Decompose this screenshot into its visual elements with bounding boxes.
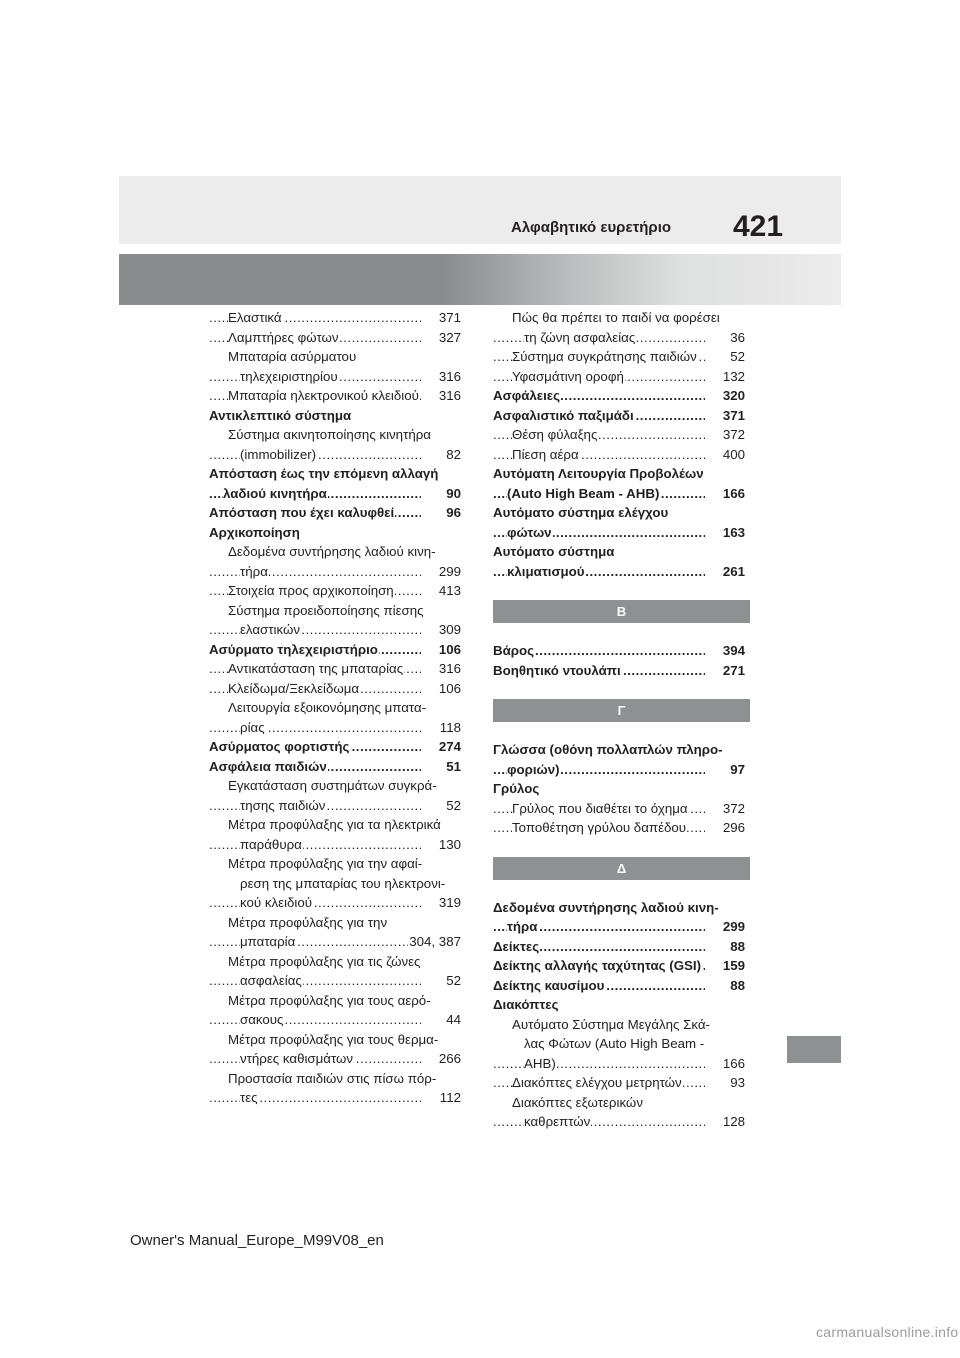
index-entry-text: Σύστημα ακινητοποίησης κινητήρα [228,427,431,442]
index-entry-text: Αυτόματο σύστημα ελέγχου [493,505,669,520]
index-entry-page: 166 [722,1054,745,1074]
index-entry-text: Μέτρα προφύλαξης για την αφαί- [228,856,423,871]
index-entry-text: Αυτόματο Σύστημα Μεγάλης Σκά- [512,1016,710,1032]
index-entry [493,995,745,1015]
index-entry [493,799,745,819]
footer-text: Owner's Manual_Europe_M99V08_en [130,1232,384,1249]
index-entry [493,1112,745,1132]
index-entry-page: 128 [722,1112,745,1132]
index-entry [493,464,745,484]
index-entry-text: Πώς θα πρέπει το παιδί να φορέσει [512,310,720,325]
index-entry-text: Υφασμάτινη οροφή [512,368,624,384]
index-entry-page: 274 [438,737,461,757]
section-letter-bar: Δ [493,857,750,880]
index-entry-page: 106 [438,640,461,660]
index-entry-page: 261 [722,562,745,582]
index-entry-text: Μπαταρία ηλεκτρονικού κλειδιού [228,388,419,403]
index-entry [493,308,745,328]
index-entry [493,542,745,562]
index-entry [209,640,461,660]
index-entry-text: Δείκτης καυσίμου [493,977,605,993]
index-entry [493,523,745,543]
index-entry-text: Διακόπτες εξωτερικών [512,1094,643,1110]
index-entry [493,661,745,681]
index-entry [493,740,745,760]
index-entry-page: 316 [438,386,461,406]
index-entry-text: Απόσταση έως την επόμενη αλλαγή [209,466,439,481]
index-entry-text: Αυτόματο σύστημα [493,544,615,559]
index-entry [209,406,461,426]
index-entry-text: τες [240,1090,258,1105]
index-entry-text: Μέτρα προφύλαξης για τους θερμα- [228,1031,439,1047]
index-entry-text: Δεδομένα συντήρησης λαδιού κινη- [493,899,719,915]
index-entry [209,854,461,874]
index-entry-page: 96 [445,503,461,523]
index-entry-text: Αυτόματη Λειτουργία Προβολέων [493,466,704,481]
index-entry-text: λαδιού κινητήρα [223,485,327,501]
index-entry [493,386,745,406]
index-entry [493,367,745,387]
index-entry-text: (immobilizer) [240,446,317,462]
index-entry-text: Αντικατάσταση της μπαταρίας [228,661,404,676]
index-entry [209,562,461,582]
index-entry [209,581,461,601]
index-entry-text: ασφαλείας [240,973,302,988]
index-entry-text: Εγκατάσταση συστημάτων συγκρά- [228,778,437,793]
index-entry-text: λας Φώτων (Auto High Beam - [524,1036,705,1051]
index-entry-page: 130 [438,835,461,855]
watermark: carmanualsonline.info [816,1324,959,1340]
index-entry-page: 394 [722,641,745,661]
index-entry-text: καθρεπτών [524,1114,591,1129]
index-entry-page: 319 [438,893,461,913]
index-entry-text: Θέση φύλαξης [512,427,598,442]
index-entry [493,347,745,367]
index-entry [209,679,461,699]
index-entry-text: κλιματισμού [507,563,585,579]
index-entry [209,523,461,543]
index-entry-page: 106 [438,679,461,699]
index-entry-text: Ελαστικά [228,310,282,325]
index-entry [209,874,461,894]
index-entry-text: τήρα [240,563,268,579]
index-entry-page: 159 [722,956,745,976]
index-entry-text: Διακόπτες [493,997,559,1012]
index-entry-text: κού κλειδιού [240,895,313,910]
index-entry-page: 52 [729,347,745,367]
index-entry-text: Στοιχεία προς αρχικοποίηση [228,583,394,598]
index-entry [493,406,745,426]
index-entry [209,367,461,387]
index-entry-text: Σύστημα συγκράτησης παιδιών [512,349,697,364]
index-entry-text: Ασύρματο τηλεχειριστήριο [209,641,378,657]
index-entry-text: Μέτρα προφύλαξης για τους αερό- [228,992,431,1008]
index-entry [493,562,745,582]
index-entry [209,698,461,718]
index-entry-page: 327 [438,328,461,348]
index-entry-text: Μέτρα προφύλαξης για τις ζώνες [228,953,421,969]
index-entry [209,776,461,796]
index-entry [209,991,461,1011]
index-entry-text: ρεση της μπαταρίας του ηλεκτρονι- [240,875,446,891]
index-entry [209,932,461,952]
index-entry-page: 371 [722,406,745,426]
index-entry [493,1073,745,1093]
index-entry-text: Ασφάλεια παιδιών [209,758,327,774]
index-entry-text: Δεδομένα συντήρησης λαδιού κινη- [228,544,436,559]
index-entry [493,937,745,957]
index-entry [493,760,745,780]
index-entry-text: Ασύρματος φορτιστής [209,739,350,754]
index-entry [493,898,745,918]
index-entry [493,484,745,504]
index-entry-page: 372 [722,799,745,819]
index-entry-page: 52 [445,796,461,816]
index-entry [209,1010,461,1030]
index-entry-page: 93 [729,1073,745,1093]
index-entry-text: παράθυρα [240,836,302,852]
index-entry [209,601,461,621]
header-gradient-band [119,254,841,305]
index-entry-page: 299 [722,917,745,937]
index-entry [493,1015,745,1035]
index-entry [493,779,745,799]
index-entry-page: 271 [722,661,745,681]
index-entry-text: Διακόπτες ελέγχου μετρητών [512,1075,682,1090]
index-entry [209,620,461,640]
side-thumb-tab [787,1036,841,1063]
index-entry-text: Αρχικοποίηση [209,524,300,540]
section-letter-bar: Γ [493,699,750,722]
index-entry-page: 97 [729,760,745,780]
index-entry-text: Λαμπτήρες φώτων [228,329,339,345]
index-entry-text: Λειτουργία εξοικονόμησης μπατα- [228,700,427,715]
index-entry [209,445,461,465]
index-entry-page: 304, 387 [408,932,461,952]
index-entry-page: 166 [722,484,745,504]
index-entry-text: Απόσταση που έχει καλυφθεί [209,505,395,520]
index-entry [209,815,461,835]
index-entry-page: 163 [722,523,745,543]
index-entry [209,425,461,445]
index-entry-text: Πίεση αέρα [512,446,579,462]
index-entry [209,913,461,933]
index-entry-text: φώτων [507,524,552,540]
index-entry [209,835,461,855]
index-entry [493,425,745,445]
index-entry-page: 132 [722,367,745,387]
index-entry-page: 44 [445,1010,461,1030]
index-entry-page: 112 [439,1088,461,1108]
index-entry-text: τήρα [507,919,538,934]
index-entry [209,971,461,991]
section-letter-bar: Β [493,600,750,623]
index-entry [209,1088,461,1108]
index-entry-page: 90 [445,484,461,504]
index-entry-text: ελαστικών [240,622,300,637]
index-entry-text: τηλεχειριστηρίου [240,368,338,384]
index-entry-text: Γρύλος που διαθέτει το όχημα [512,800,688,816]
index-entry-page: 371 [438,308,461,328]
index-entry [493,917,745,937]
index-entry-page: 320 [722,386,745,406]
index-entry-text: Γρύλος [493,781,540,796]
index-entry-page: 372 [722,425,745,445]
index-entry [209,1030,461,1050]
index-entry-page: 88 [729,937,745,957]
index-entry-page: 82 [445,445,461,465]
index-entry [209,893,461,913]
index-column-left [209,308,461,1108]
index-entry [209,737,461,757]
section-title: Αλφαβητικό ευρετήριο [511,219,672,236]
index-entry-text: Μέτρα προφύλαξης για τα ηλεκτρικά [228,817,441,832]
index-entry [493,1034,745,1054]
index-entry [209,757,461,777]
index-entry [209,503,461,523]
index-entry-text: Σύστημα προειδοποίησης πίεσης [228,602,424,618]
index-entry [209,484,461,504]
index-entry-page: 51 [445,757,461,777]
index-entry-text: Αντικλεπτικό σύστημα [209,407,352,423]
index-entry [209,796,461,816]
index-entry-text: μπαταρία [240,934,296,949]
index-entry-text: Βοηθητικό ντουλάπι [493,662,621,678]
index-entry-text: σακους [240,1012,284,1027]
index-entry-text: Δείκτες [493,938,540,954]
index-entry-text: Μπαταρία ασύρματου [228,349,357,364]
index-entry [209,347,461,367]
index-entry [493,503,745,523]
index-entry-page: 296 [722,818,745,838]
index-entry [493,445,745,465]
index-entry-page: 266 [438,1049,461,1069]
index-entry [209,328,461,348]
index-entry-page: 316 [438,367,461,387]
index-entry [209,308,461,328]
index-entry-text: Ασφαλιστικό παξιμάδι [493,407,634,423]
index-entry [209,1049,461,1069]
index-entry-page: 309 [438,620,461,640]
index-entry-text: Κλείδωμα/Ξεκλείδωμα [228,680,360,696]
index-entry-page: 52 [445,971,461,991]
page-number: 421 [733,210,784,243]
index-entry-page: 299 [438,562,461,582]
index-entry-text: Ασφάλειες [493,388,561,403]
index-entry-text: τη ζώνη ασφαλείας [524,329,636,345]
index-entry-text: Τοποθέτηση γρύλου δαπέδου [512,820,687,835]
index-entry-text: Γλώσσα (οθόνη πολλαπλών πληρο- [493,742,723,757]
index-entry-text: ντήρες καθισμάτων [240,1051,354,1066]
index-entry [209,1069,461,1089]
index-entry-page: 36 [729,328,745,348]
index-entry-text: Προστασία παιδιών στις πίσω πόρ- [228,1070,437,1086]
index-entry-page: 316 [438,659,461,679]
index-entry-text: τησης παιδιών [240,797,326,813]
index-entry-text: Μέτρα προφύλαξης για την [228,914,388,930]
index-entry [209,464,461,484]
index-entry-text: (Auto High Beam - AHB) [507,485,660,501]
index-entry [209,718,461,738]
index-entry [493,641,745,661]
index-entry-text: AHB) [524,1055,556,1071]
index-entry [209,659,461,679]
index-entry [493,1054,745,1074]
index-entry [493,1093,745,1113]
index-entry-text: φοριών) [507,761,560,777]
index-entry-text: ρίας [240,719,265,735]
index-entry [493,956,745,976]
index-entry-text: Βάρος [493,643,535,658]
index-entry [209,386,461,406]
index-entry-page: 88 [729,976,745,996]
index-entry-text: Δείκτης αλλαγής ταχύτητας (GSI) [493,958,702,973]
index-column-right [493,308,745,1132]
index-entry [493,976,745,996]
index-entry-page: 413 [438,581,461,601]
index-entry [493,328,745,348]
index-entry [493,818,745,838]
index-entry-page: 118 [439,718,461,738]
index-entry-page: 400 [722,445,745,465]
index-entry [209,952,461,972]
index-entry [209,542,461,562]
